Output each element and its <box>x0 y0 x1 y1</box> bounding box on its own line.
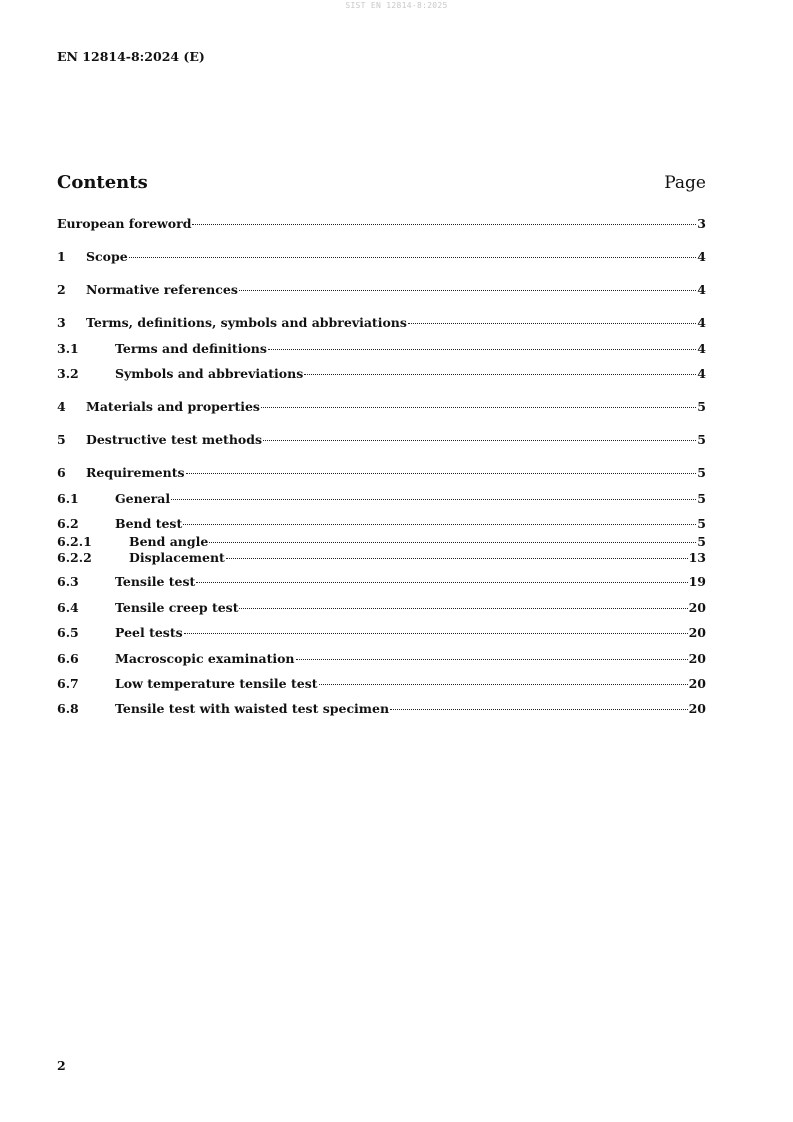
dot-leader <box>129 257 697 258</box>
document-id: EN 12814-8:2024 (E) <box>57 49 205 64</box>
toc-entry-normative-references[interactable] <box>57 282 706 298</box>
toc-entry-label: Displacement <box>129 550 225 565</box>
toc-entry-page: 20 <box>688 600 706 615</box>
toc-entry-3-1[interactable] <box>57 341 706 357</box>
toc-entry-number: 6.8 <box>57 701 79 716</box>
toc-entry-label: General <box>115 491 171 506</box>
toc-entry-6-2-2[interactable] <box>57 550 706 566</box>
toc-entry-requirements[interactable] <box>57 465 706 481</box>
dot-leader <box>263 440 696 441</box>
toc-entry-page: 20 <box>688 651 706 666</box>
toc-entry-page: 5 <box>697 399 706 414</box>
toc-entry-page: 4 <box>697 366 706 381</box>
toc-entry-label: Normative references <box>86 282 238 297</box>
toc-entry-page: 4 <box>697 249 706 264</box>
toc-entry-number: 6.2.1 <box>57 534 92 549</box>
toc-entry-number: 6.2 <box>57 516 79 531</box>
toc-entry-page: 20 <box>688 676 706 691</box>
dot-leader <box>268 349 696 350</box>
toc-entry-label: Terms and definitions <box>115 341 267 356</box>
toc-entry-page: 4 <box>697 341 706 356</box>
toc-entry-label: Terms, definitions, symbols and abbreviations <box>86 315 407 330</box>
toc-entry-label: Bend test <box>115 516 183 531</box>
toc-entry-label: Low temperature tensile test <box>115 676 318 691</box>
toc-entry-page: 5 <box>697 491 706 506</box>
toc-entry-number: 5 <box>57 432 66 447</box>
toc-entry-number: 6.1 <box>57 491 79 506</box>
toc-entry-label: Bend angle <box>129 534 209 549</box>
toc-entry-page: 20 <box>688 701 706 716</box>
toc-entry-page: 19 <box>688 574 706 589</box>
dot-leader <box>296 659 688 660</box>
toc-entry-foreword[interactable] <box>57 216 706 232</box>
toc-entry-number: 6.7 <box>57 676 79 691</box>
toc-entry-6-1[interactable] <box>57 491 706 507</box>
toc-entry-page: 5 <box>697 432 706 447</box>
toc-entry-page: 5 <box>697 516 706 531</box>
dot-leader <box>261 407 696 408</box>
toc-entry-number: 6.6 <box>57 651 79 666</box>
toc-entry-number: 2 <box>57 282 66 297</box>
toc-entry-page: 5 <box>697 534 706 549</box>
toc-entry-label: Requirements <box>86 465 185 480</box>
toc-entry-number: 6.5 <box>57 625 79 640</box>
toc-entry-page: 13 <box>688 550 706 565</box>
toc-entry-materials[interactable] <box>57 399 706 415</box>
toc-entry-number: 6.4 <box>57 600 79 615</box>
toc-heading <box>57 172 706 193</box>
toc-entry-label: European foreword <box>57 216 192 231</box>
toc-entry-label: Materials and properties <box>86 399 260 414</box>
toc-entry-label: Tensile creep test <box>115 600 239 615</box>
toc-page-label: Page <box>664 173 706 193</box>
toc-entry-label: Tensile test with waisted test specimen <box>115 701 390 716</box>
toc-entry-number: 3 <box>57 315 66 330</box>
toc-entry-page: 20 <box>688 625 706 640</box>
dot-leader <box>196 582 687 583</box>
toc-entry-label: Scope <box>86 249 128 264</box>
toc-entry-page: 3 <box>697 216 706 231</box>
toc-entry-number: 4 <box>57 399 66 414</box>
toc-entry-number: 1 <box>57 249 66 264</box>
toc-entry-number: 6.2.2 <box>57 550 92 565</box>
page-number: 2 <box>57 1058 66 1073</box>
toc-entry-label: Macroscopic examination <box>115 651 295 666</box>
toc-entry-number: 3.1 <box>57 341 79 356</box>
toc-entry-terms-definitions[interactable] <box>57 315 706 331</box>
dot-leader <box>408 323 696 324</box>
dot-leader <box>390 709 688 710</box>
toc-entry-destructive-tests[interactable] <box>57 432 706 448</box>
toc-entry-6-3[interactable] <box>57 574 706 590</box>
toc-entry-number: 3.2 <box>57 366 79 381</box>
toc-entry-6-6[interactable] <box>57 651 706 667</box>
dot-leader <box>184 633 688 634</box>
toc-entry-page: 4 <box>697 315 706 330</box>
toc-entry-6-2-1[interactable] <box>57 534 706 550</box>
toc-entry-label: Destructive test methods <box>86 432 263 447</box>
toc-title: Contents <box>57 172 148 193</box>
toc-entry-6-8[interactable] <box>57 701 706 717</box>
watermark: SIST EN 12814-8:2025 <box>345 1 448 10</box>
dot-leader <box>239 290 696 291</box>
dot-leader <box>171 499 696 500</box>
dot-leader <box>186 473 697 474</box>
toc-entry-label: Peel tests <box>115 625 183 640</box>
dot-leader <box>304 374 696 375</box>
dot-leader <box>209 542 696 543</box>
dot-leader <box>319 684 688 685</box>
dot-leader <box>239 608 687 609</box>
toc-entry-6-5[interactable] <box>57 625 706 641</box>
toc-entry-label: Symbols and abbreviations <box>115 366 304 381</box>
toc-entry-page: 5 <box>697 465 706 480</box>
toc-entry-number: 6.3 <box>57 574 79 589</box>
toc-entry-label: Tensile test <box>115 574 196 589</box>
toc-entry-6-4[interactable] <box>57 600 706 616</box>
toc-entry-page: 4 <box>697 282 706 297</box>
toc-entry-number: 6 <box>57 465 66 480</box>
toc-entry-3-2[interactable] <box>57 366 706 382</box>
toc-entry-6-7[interactable] <box>57 676 706 692</box>
dot-leader <box>183 524 696 525</box>
toc-entry-6-2[interactable] <box>57 516 706 532</box>
dot-leader <box>192 224 696 225</box>
toc-entry-scope[interactable] <box>57 249 706 265</box>
dot-leader <box>226 558 688 559</box>
